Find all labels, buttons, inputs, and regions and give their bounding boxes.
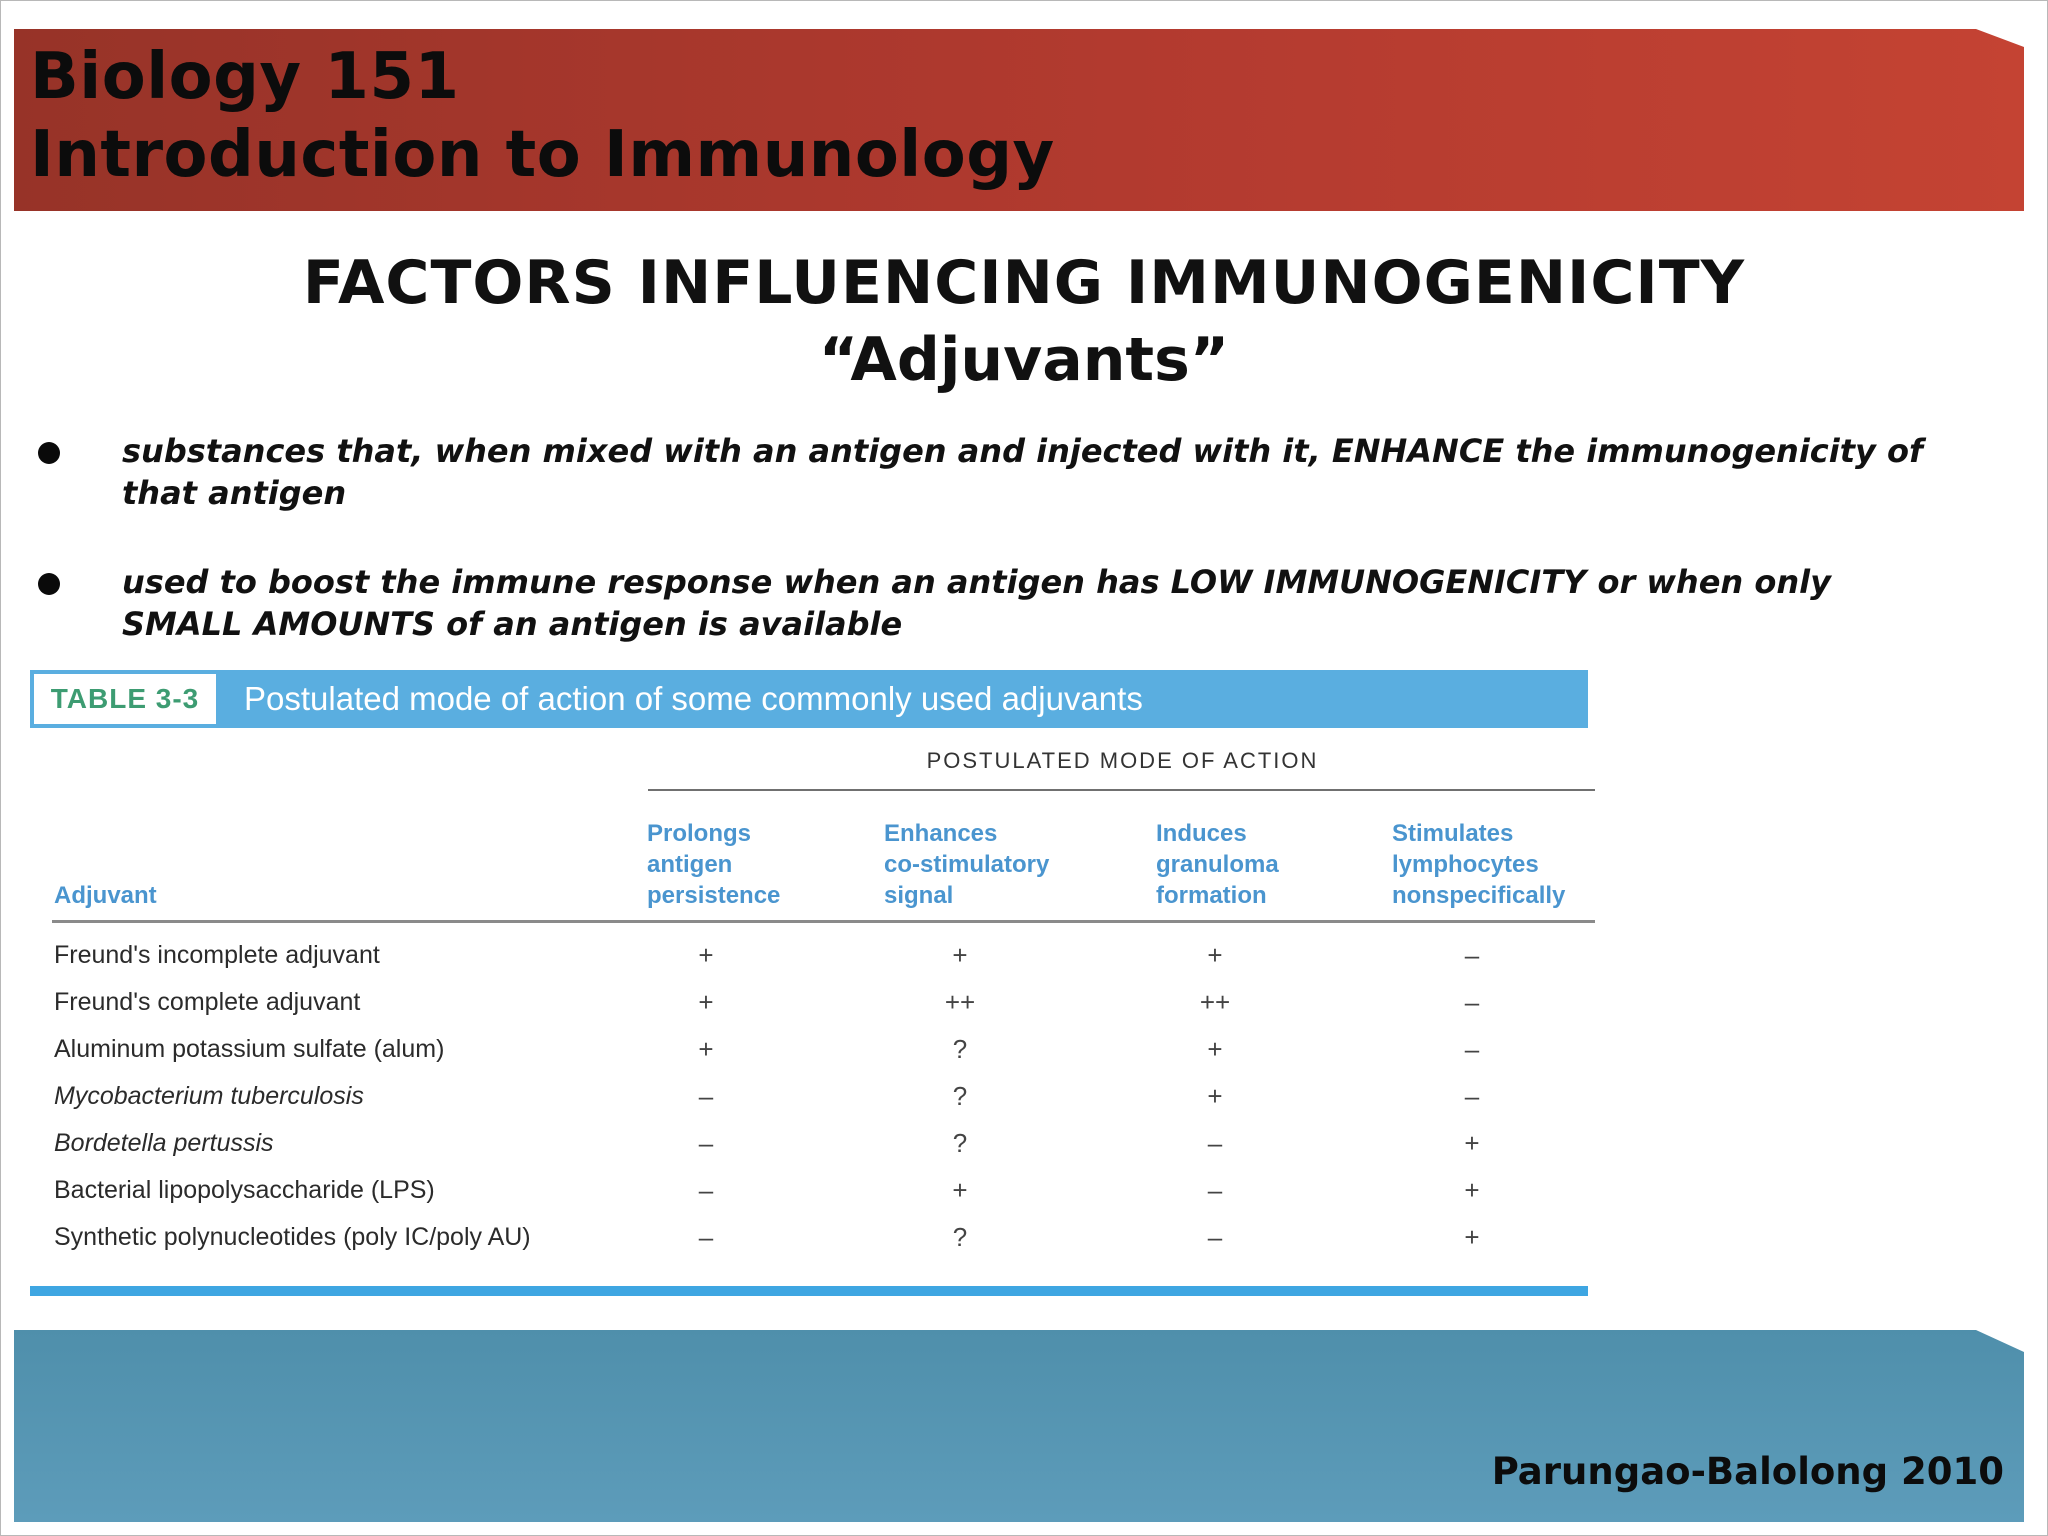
mode-value: – xyxy=(1464,1081,1480,1111)
column-header-persistence xyxy=(647,818,780,911)
bullet-dot-icon xyxy=(38,442,60,464)
column-header-costimulatory xyxy=(884,818,1049,911)
mode-value: – xyxy=(698,1128,714,1158)
mode-value: + xyxy=(1464,1222,1480,1252)
bullet-text: used to boost the immune response when an antigen has LOW IMMUNOGENICITY or when only SMALL AMOUNTS of an antigen is available xyxy=(122,563,1831,643)
column-header-line: Induces xyxy=(1156,820,1247,847)
column-header-line: persistence xyxy=(647,882,781,909)
table-row xyxy=(30,979,1588,1026)
adjuvant-table xyxy=(30,670,1588,1302)
mode-value: – xyxy=(1207,1222,1223,1252)
table-row xyxy=(30,1167,1588,1214)
column-header-line: co-stimulatory xyxy=(884,851,1050,878)
column-header-line: lymphocytes xyxy=(1392,851,1539,878)
mode-value: + xyxy=(1464,1175,1480,1205)
column-header-line: antigen xyxy=(647,851,733,878)
mode-value: – xyxy=(1464,1034,1480,1064)
table-row xyxy=(30,1120,1588,1167)
column-header-line: Enhances xyxy=(884,820,998,847)
mode-value: + xyxy=(698,987,714,1017)
column-header-adjuvant: Adjuvant xyxy=(54,882,157,909)
table-row xyxy=(30,1073,1588,1120)
group-header-rule xyxy=(648,789,1595,791)
table-row xyxy=(30,1026,1588,1073)
adjuvant-name: Freund's complete adjuvant xyxy=(54,988,361,1016)
mode-value: ? xyxy=(952,1222,968,1252)
column-header-line: Stimulates xyxy=(1392,820,1514,847)
column-header-line: formation xyxy=(1156,882,1267,909)
column-header-line: signal xyxy=(884,882,954,909)
column-header-line: Prolongs xyxy=(647,820,752,847)
mode-value: – xyxy=(1464,987,1480,1017)
adjuvant-name: Aluminum potassium sulfate (alum) xyxy=(54,1035,445,1063)
mode-value: ? xyxy=(952,1128,968,1158)
table-row xyxy=(30,1214,1588,1261)
footer-credit: Parungao-Balolong 2010 xyxy=(1491,1450,2004,1493)
adjuvant-name: Freund's incomplete adjuvant xyxy=(54,941,380,969)
course-name: Introduction to Immunology xyxy=(30,118,1055,192)
mode-value: + xyxy=(952,1175,968,1205)
adjuvant-name: Bacterial lipopolysaccharide (LPS) xyxy=(54,1176,435,1204)
mode-value: – xyxy=(698,1081,714,1111)
table-number-tag: TABLE 3-3 xyxy=(32,672,218,726)
adjuvant-name: Mycobacterium tuberculosis xyxy=(54,1082,364,1110)
mode-value: – xyxy=(1464,940,1480,970)
mode-value: – xyxy=(1207,1128,1223,1158)
mode-value: ? xyxy=(952,1034,968,1064)
table-row xyxy=(30,932,1588,979)
course-code: Biology 151 xyxy=(30,40,460,114)
bullet-text: substances that, when mixed with an antigen and injected with it, ENHANCE the immunogenicity of that antigen xyxy=(122,432,1923,512)
mode-value: + xyxy=(698,940,714,970)
column-header-line: nonspecifically xyxy=(1392,882,1566,909)
mode-value: ++ xyxy=(944,987,976,1017)
bullet-dot-icon xyxy=(38,573,60,595)
adjuvant-name: Synthetic polynucleotides (poly IC/poly AU) xyxy=(54,1223,531,1251)
column-header-granuloma xyxy=(1156,818,1279,911)
mode-value: + xyxy=(1207,1034,1223,1064)
mode-value: + xyxy=(698,1034,714,1064)
adjuvant-name: Bordetella pertussis xyxy=(54,1129,274,1157)
slide-subtitle: “Adjuvants” xyxy=(818,325,1230,395)
column-header-lymphocytes xyxy=(1392,818,1565,911)
mode-value: + xyxy=(1464,1128,1480,1158)
mode-value: – xyxy=(1207,1175,1223,1205)
mode-value: – xyxy=(698,1222,714,1252)
group-header: POSTULATED MODE OF ACTION xyxy=(926,748,1319,773)
mode-value: + xyxy=(952,940,968,970)
column-header-line: granuloma xyxy=(1156,851,1279,878)
mode-value: ++ xyxy=(1199,987,1231,1017)
table-caption: Postulated mode of action of some commonly used adjuvants xyxy=(244,680,1143,717)
table-bottom-rule xyxy=(30,1286,1588,1296)
mode-value: ? xyxy=(952,1081,968,1111)
footer-band xyxy=(14,1330,2024,1522)
slide-title: FACTORS INFLUENCING IMMUNOGENICITY xyxy=(302,248,1746,318)
mode-value: + xyxy=(1207,1081,1223,1111)
mode-value: + xyxy=(1207,940,1223,970)
mode-value: – xyxy=(698,1175,714,1205)
column-header-rule xyxy=(52,920,1595,923)
